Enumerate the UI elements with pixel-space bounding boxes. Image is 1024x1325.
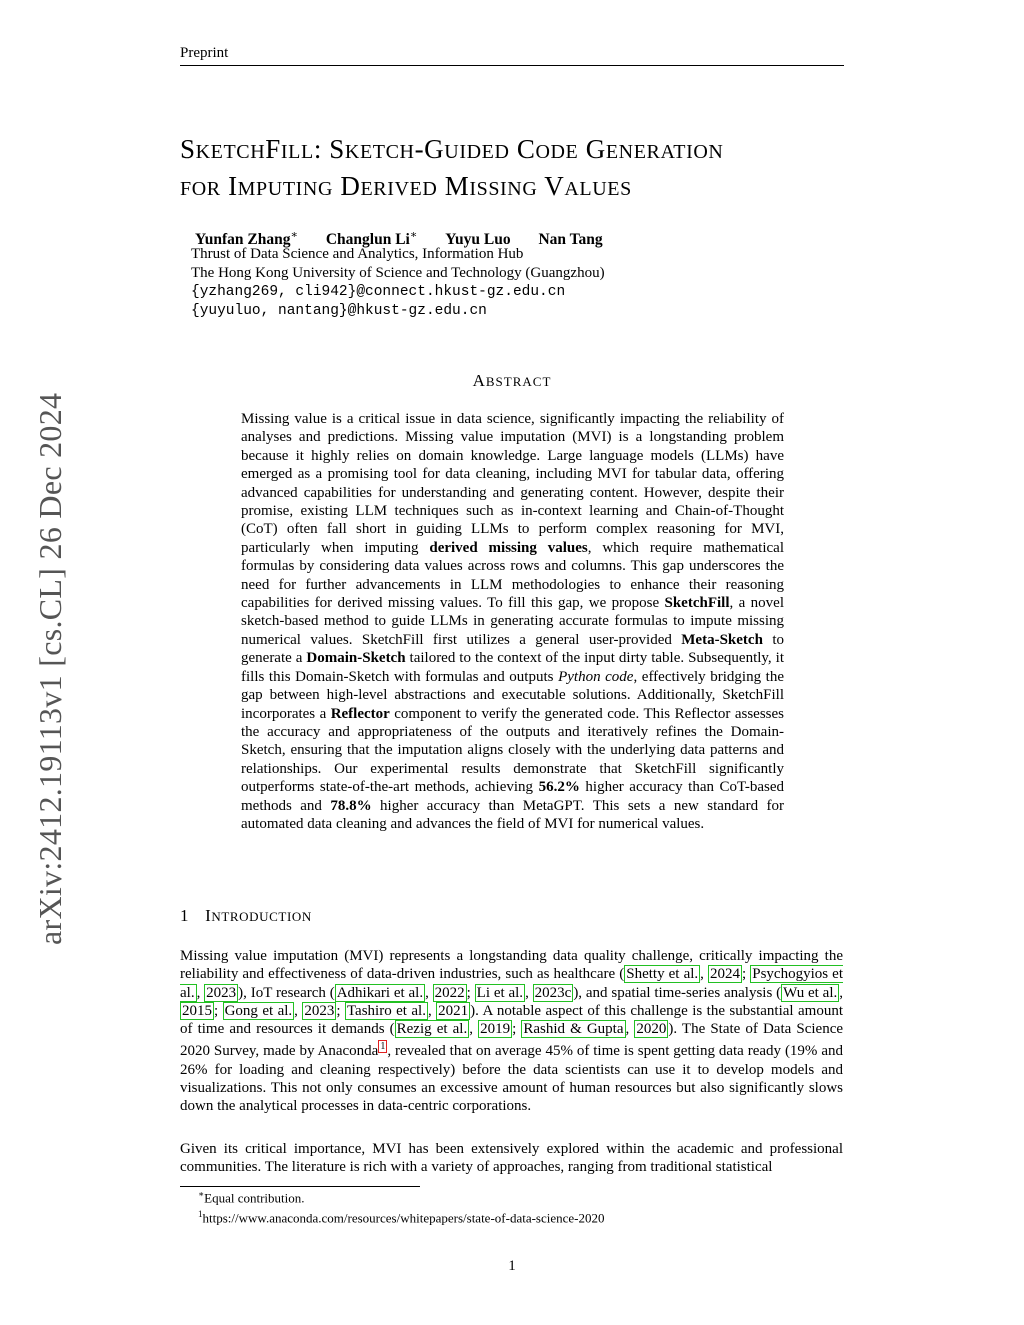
author-name: Changlun Li∗	[325, 229, 418, 249]
citation-link[interactable]: 2023	[304, 1002, 335, 1019]
author-name: Yunfan Zhang∗	[195, 229, 298, 249]
footnote-equal-contribution: ∗Equal contribution.	[198, 1189, 305, 1206]
arxiv-identifier-text: arXiv:2412.19113v1 [cs.CL] 26 Dec 2024	[32, 392, 68, 945]
section-heading-introduction: 1 INTRODUCTION	[180, 906, 312, 925]
citation-link[interactable]: Gong et al.	[224, 1002, 293, 1019]
citation-link[interactable]: Rezig et al.	[396, 1021, 468, 1038]
intro-paragraph-2: Given its critical importance, MVI has been extensively explored within the academic and professional communities. The literature is rich with a variety of approaches, ranging from traditional statistical	[180, 1141, 843, 1176]
citation-link[interactable]: 2015	[182, 1002, 212, 1019]
email-line-2[interactable]: {yuyuluo, nantang}@hkust-gz.edu.cn	[191, 303, 487, 319]
footnote-url: $^1$https://www.anaconda.com/resources/whitepapers/state-of-data-science-2020	[198, 1209, 605, 1226]
citation-link[interactable]: 2024	[709, 966, 740, 983]
author-name: Nan Tang	[538, 231, 603, 249]
citation-link[interactable]: 2023c	[534, 984, 572, 1001]
page-number: 1	[508, 1258, 516, 1274]
citation-link[interactable]: 2023	[206, 984, 237, 1001]
arxiv-identifier	[26, 365, 66, 945]
header-rule	[180, 65, 844, 66]
title-line-2: FOR IMPUTING DERIVED MISSING VALUES	[180, 171, 632, 201]
citation-link[interactable]: Adhikari et al.	[336, 984, 424, 1001]
affiliation-line-2: The Hong Kong University of Science and Technology (Guangzhou)	[191, 265, 605, 281]
title-line-1: SKETCHFILL: SKETCH-GUIDED CODE GENERATION	[180, 134, 724, 164]
abstract-heading: ABSTRACT	[472, 371, 552, 390]
intro-paragraph-1: Missing value imputation (MVI) represents a longstanding data quality challenge, critically impacting the reliability and effectiveness of data-driven industries, such as healthcare ( Shetty et al. , 2024 ; Psychogyios et al. , 2023 ), IoT research ( Adhikari et al. , 2022 ; Li et al. , 2023c ), and spatial time-series analysis ( Wu et al. , 2015 ; Gong et al. , 2023 ; Tashiro et al. , 2021 ). A notable aspect of this challenge is the substantial amount of time and resources it demands ( Rezig et al. , 2019 ; Rashid & Gupta , 2020 ). The State of Data Science 2020 Survey, made by Anaconda $^1$ , revealed that on average 45% of time is spent getting data ready (19% and 26% for loading and cleaning respectively) before the data scientists can use it to develop models and visualizations. This not only consumes an excessive amount of human resources but also significantly slows down the analytical processes in data-centric corporations.	[180, 948, 844, 1115]
abstract-body: Missing value is a critical issue in data science, significantly impacting the reliability of analyses and predictions. Missing value imputation (MVI) is a longstanding problem because it highly relies on domain knowledge. Large language models (LLMs) have emerged as a promising tool for data cleaning, including MVI for tabular data, offering advanced capabilities for understanding and generating content. However, despite their promise, existing LLM techniques such as in-context learning and Chain-of-Thought (CoT) often fall short in guiding LLMs to perform complex reasoning for MVI, particularly when imputing derived missing values, which require mathematical formulas by considering data values across rows and columns. This gap underscores the need for further advancements in LLM methodologies to enhance their reasoning capabilities for derived missing values. To fill this gap, we propose SketchFill, a novel sketch-based method to guide LLMs in generating accurate formulas to impute missing numerical values. SketchFill first utilizes a general user-provided Meta-Sketch to generate a Domain-Sketch tailored to the context of the input dirty table. Subsequently, it fills this Domain-Sketch with formulas and outputs Python code, effectively bridging the gap between high-level abstractions and executable solutions. Additionally, SketchFill incorporates a Reflector component to verify the generated code. This Reflector assesses the accuracy and appropriateness of the outputs and iteratively refines the Domain-Sketch, ensuring that the imputation aligns closely with the underlying data patterns and relationships. Our experimental results demonstrate that SketchFill significantly outperforms state-of-the-art methods, achieving 56.2% higher accuracy than CoT-based methods and 78.8% higher accuracy than MetaGPT. This sets a new standard for automated data cleaning and advances the field of MVI for numerical values.	[241, 411, 784, 832]
citation-link[interactable]: Psychogyios et al.	[180, 966, 844, 1001]
footnote-ref-link[interactable]: 1	[380, 1041, 386, 1053]
footnote-rule	[180, 1186, 420, 1187]
running-header: Preprint	[180, 45, 229, 61]
citation-link[interactable]: Tashiro et al.	[346, 1002, 426, 1019]
citation-link[interactable]: 2022	[434, 984, 465, 1001]
email-line-1[interactable]: {yzhang269, cli942}@connect.hkust-gz.edu.cn	[191, 284, 566, 300]
citation-link[interactable]: 2021	[438, 1002, 469, 1019]
citation-link[interactable]: Shetty et al.	[626, 966, 699, 983]
footnote-link[interactable]: https://www.anaconda.com/resources/whitepapers/state-of-data-science-2020	[202, 1210, 605, 1226]
citation-link[interactable]: 2020	[636, 1021, 667, 1038]
affiliation-line-1: Thrust of Data Science and Analytics, Information Hub	[191, 246, 524, 262]
author-name: Yuyu Luo	[445, 231, 511, 249]
citation-link[interactable]: Rashid & Gupta	[523, 1021, 624, 1038]
paper-title	[180, 132, 860, 206]
citation-link[interactable]: 2019	[480, 1021, 511, 1038]
citation-link[interactable]: Li et al.	[476, 984, 524, 1001]
citation-link[interactable]: Wu et al.	[783, 984, 838, 1001]
